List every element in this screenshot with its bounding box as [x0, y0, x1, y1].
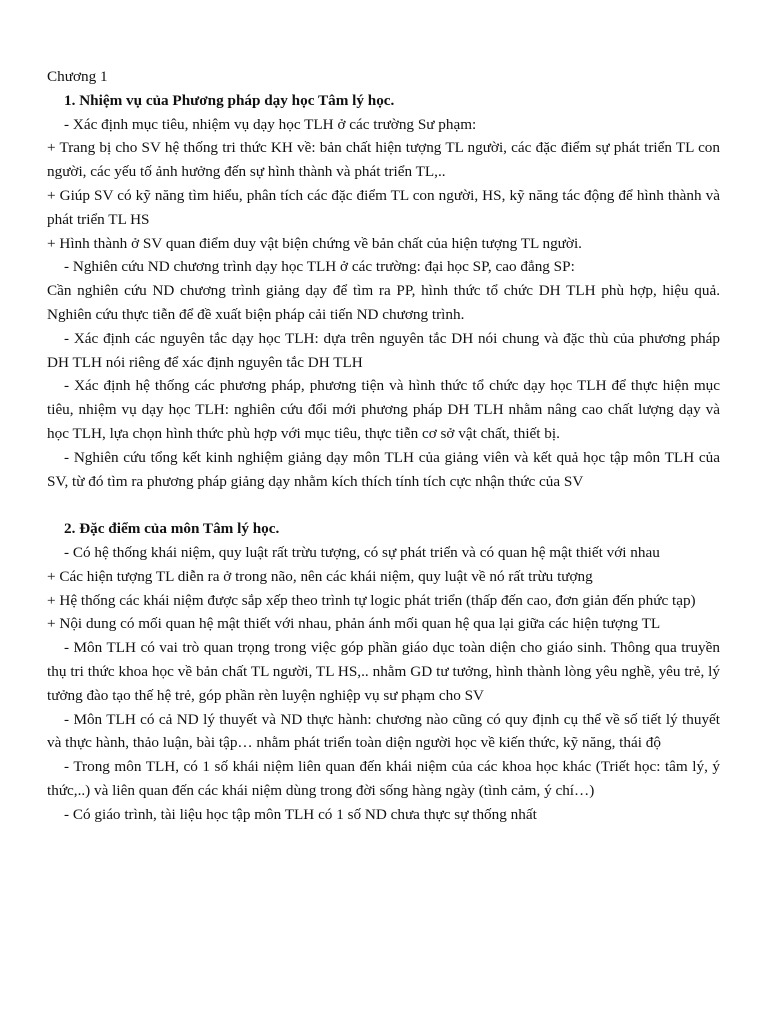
section1-paragraph: + Giúp SV có kỹ năng tìm hiểu, phân tích các đặc điểm TL con người, HS, kỹ năng tác động để hình thành và phát triển TL HS	[47, 186, 720, 228]
section2-paragraph: + Nội dung có mối quan hệ mật thiết với nhau, phản ánh mối quan hệ qua lại giữa các hiện tượng TL	[47, 615, 661, 633]
chapter-title: Chương 1	[47, 68, 108, 85]
section1-paragraph: - Xác định các nguyên tắc dạy học TLH: dựa trên nguyên tắc DH nói chung và đặc thù của phương pháp DH TLH nói riêng để xác định nguyên tắc DH TLH	[47, 329, 720, 371]
section1-heading: 1. Nhiệm vụ của Phương pháp dạy học Tâm lý học.	[64, 91, 395, 109]
document-page	[47, 65, 720, 827]
section1-paragraph: Cần nghiên cứu ND chương trình giảng dạy để tìm ra PP, hình thức tổ chức DH TLH phù hợp, hiệu quả. Nghiên cứu thực tiễn để đề xuất biện pháp cải tiến ND chương trình.	[47, 282, 720, 323]
section1-paragraph: - Nghiên cứu tổng kết kinh nghiệm giảng dạy môn TLH của giảng viên và kết quả học tập môn TLH của SV, từ đó tìm ra phương pháp giảng dạy nhằm kích thích tính tích cực nhận thức của SV	[47, 448, 720, 490]
section2-paragraph: + Các hiện tượng TL diễn ra ở trong não, nên các khái niệm, quy luật về nó rất trừu tượng	[47, 567, 593, 585]
section1-paragraph: + Trang bị cho SV hệ thống tri thức KH về: bản chất hiện tượng TL người, các đặc điểm sự phát triển TL con người, các yếu tố ảnh hưởng đến sự hình thành và phát triển TL,..	[47, 139, 720, 181]
section2-paragraph: - Có giáo trình, tài liệu học tập môn TLH có 1 số ND chưa thực sự thống nhất	[64, 805, 537, 823]
section1-paragraph: - Xác định mục tiêu, nhiệm vụ dạy học TLH ở các trường Sư phạm:	[64, 115, 477, 133]
section2-paragraph: - Môn TLH có vai trò quan trọng trong việc góp phần giáo dục toàn diện cho giáo sinh. Thông qua truyền thụ tri thức khoa học về bản chất TL người, TL HS,.. nhằm GD tư tưởng, hình thành lòng yêu nghề, yêu trẻ, lý tưởng đào tạo thế hệ trẻ, góp phần rèn luyện nghiệp vụ sư phạm cho SV	[47, 639, 720, 704]
section1-paragraph: - Xác định hệ thống các phương pháp, phương tiện và hình thức tổ chức dạy học TLH để thực hiện mục tiêu, nhiệm vụ dạy học TLH: nghiên cứu đổi mới phương pháp DH TLH nhằm nâng cao chất lượng dạy và học TLH, lựa chọn hình thức phù hợp với mục tiêu, thực tiễn cơ sở vật chất, thiết bị.	[47, 377, 720, 442]
section1-paragraph: - Nghiên cứu ND chương trình dạy học TLH ở các trường: đại học SP, cao đẳng SP:	[64, 258, 575, 276]
section-spacer	[47, 493, 720, 517]
section2-paragraph: - Môn TLH có cả ND lý thuyết và ND thực hành: chương nào cũng có quy định cụ thể về số tiết lý thuyết và thực hành, thảo luận, bài tập… nhằm phát triển toàn diện người học về kiến thức, kỹ năng, thái độ	[47, 710, 720, 752]
section2-heading: 2. Đặc điểm của môn Tâm lý học.	[64, 520, 280, 538]
section2-paragraph: + Hệ thống các khái niệm được sắp xếp theo trình tự logic phát triển (thấp đến cao, đơn giản đến phức tạp)	[47, 591, 696, 609]
section2-paragraph: - Có hệ thống khái niệm, quy luật rất trừu tượng, có sự phát triển và có quan hệ mật thiết với nhau	[64, 543, 660, 561]
section2-paragraph: - Trong môn TLH, có 1 số khái niệm liên quan đến khái niệm của các khoa học khác (Triết học: tâm lý, ý thức,..) và liên quan đến các khái niệm dùng trong đời sống hàng ngày (tình cảm, ý chí…)	[47, 758, 720, 799]
section1-paragraph: + Hình thành ở SV quan điểm duy vật biện chứng về bản chất của hiện tượng TL người.	[47, 234, 582, 252]
